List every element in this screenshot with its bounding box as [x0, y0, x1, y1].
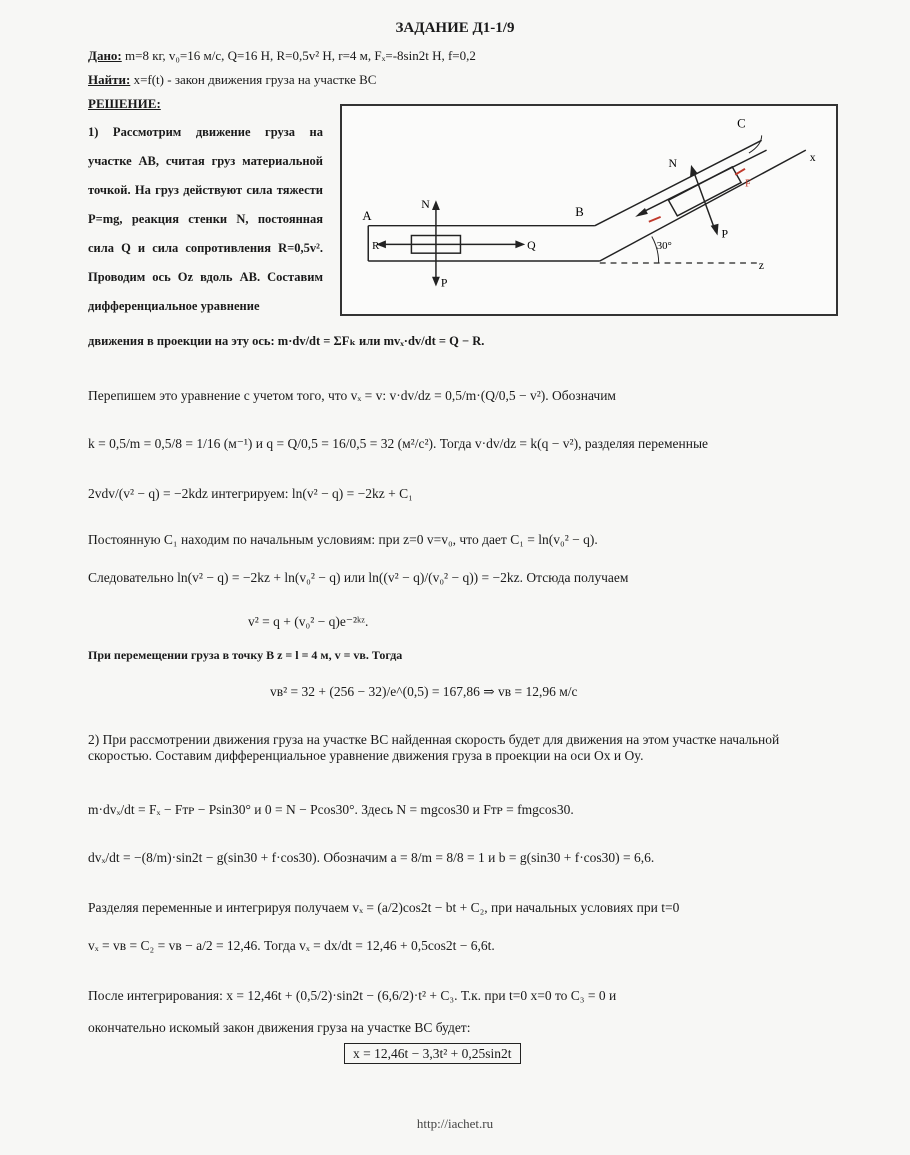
label-angle: 30° — [656, 240, 672, 253]
arrow-n-ab — [432, 200, 440, 210]
paragraph-5: Постоянную C₁ находим по начальным условиям: при z=0 v=v₀, что дает C₁ = ln(v₀² − q). — [88, 532, 598, 547]
final-answer-box — [344, 1046, 521, 1062]
arrow-q-ab — [515, 240, 525, 248]
final-answer: x = 12,46t − 3,3t² + 0,25sin2t — [344, 1043, 521, 1064]
label-r: R — [372, 240, 380, 253]
figure-svg — [342, 106, 836, 314]
paragraph-15: После интегрирования: x = 12,46t + (0,5/2)·sin2t − (6,6/2)·t² + C₃. Т.к. при t=0 x=0 то C₃ = 0 и — [88, 988, 617, 1003]
solution-heading: РЕШЕНИЕ: — [88, 96, 161, 111]
label-p-ab: P — [440, 276, 448, 290]
label-n-ab: N — [421, 198, 430, 212]
find-line — [88, 72, 376, 88]
paragraph-8: При перемещении груза в точку B z = l = 4 м, v = vʙ. Тогда — [88, 648, 403, 662]
label-c: C — [737, 116, 746, 131]
label-p-bc: P — [721, 227, 728, 241]
paragraph-16: окончательно искомый закон движения груза на участке ВС будет: — [88, 1020, 471, 1035]
mechanics-figure — [340, 104, 838, 316]
paragraph-1: движения в проекции на эту ось: m·dv/dt = ΣFₖ или mvₓ·dv/dt = Q − R. — [88, 334, 485, 348]
given-label: Дано: — [88, 48, 122, 63]
red-mark-1 — [649, 217, 661, 222]
label-a: A — [362, 208, 372, 223]
paragraph-2: Перепишем это уравнение с учетом того, что vₓ = v: v·dv/dz = 0,5/m·(Q/0,5 − v²). Обозначим — [88, 388, 616, 403]
find-label: Найти: — [88, 72, 131, 87]
given-text: m=8 кг, v₀=16 м/с, Q=16 Н, R=0,5v² Н, r=4 м, Fₓ=-8sin2t Н, f=0,2 — [125, 48, 476, 63]
paragraph-14: vₓ = vʙ = C₂ = vʙ − a/2 = 12,46. Тогда vₓ = dx/dt = 12,46 + 0,5cos2t − 6,6t. — [88, 938, 495, 953]
arrow-p-ab — [432, 277, 440, 287]
label-b: B — [575, 204, 584, 219]
label-z: z — [758, 258, 764, 272]
given-line — [88, 48, 476, 64]
red-mark-2 — [735, 169, 745, 175]
paragraph-3: k = 0,5/m = 0,5/8 = 1/16 (м⁻¹) и q = Q/0,5 = 16/0,5 = 32 (м²/с²). Тогда v·dv/dz = k(q − v²), разделяя переменные — [88, 436, 709, 451]
paragraph-7: v² = q + (v₀² − q)e⁻²ᵏᶻ. — [248, 614, 369, 629]
paragraph-10: 2) При рассмотрении движения груза на участке ВС найденная скорость будет для движения на этом участке начальной скоростью. Составим дифференциальное уравнение движения груза в проекции на оси Ox и Oy. — [88, 732, 780, 764]
label-q: Q — [527, 239, 536, 253]
paragraph-9: vʙ² = 32 + (256 − 32)/e^(0,5) = 167,86 ⇒ vʙ = 12,96 м/с — [270, 684, 578, 699]
paragraph-6: Следовательно ln(v² − q) = −2kz + ln(v₀² − q) или ln((v² − q)/(v₀² − q)) = −2kz. Отсюда получаем — [88, 570, 629, 585]
paragraph-12: dvₓ/dt = −(8/m)·sin2t − g(sin30 + f·cos30). Обозначим a = 8/m = 8/8 = 1 и b = g(sin30 + f·cos30) = 6,6. — [88, 850, 655, 865]
rail-top-bc — [595, 140, 762, 225]
paragraph-4: 2vdv/(v² − q) = −2kdz интегрируем: ln(v² − q) = −2kz + C₁ — [88, 486, 413, 501]
rail-bottom-bc — [600, 150, 806, 261]
paragraph-11: m·dvₓ/dt = Fₓ − Fᴛᴘ − Psin30° и 0 = N − Pcos30°. Здесь N = mgcos30 и Fᴛᴘ = fmgcos30. — [88, 802, 574, 817]
step1-text: 1) Рассмотрим движение груза на участке АВ, считая груз материальной точкой. На груз действуют сила тяжести P=mg, реакция стенки N, постоянная сила Q и сила сопротивления R=0,5v². Проводим ось Oz вдоль АВ. Составим дифференциальное уравнение — [88, 125, 323, 313]
arrow-n-bc — [690, 165, 698, 177]
paragraph-13: Разделяя переменные и интегрируя получаем vₓ = (a/2)cos2t − bt + C₂, при начальных условиях при t=0 — [88, 900, 680, 915]
label-n-bc: N — [668, 156, 677, 170]
arrow-ftp-bc — [635, 208, 648, 217]
label-x: x — [809, 150, 816, 164]
arrow-p-bc — [711, 224, 719, 236]
label-fx: F — [745, 177, 751, 190]
footer-url: http://iachet.ru — [416, 1116, 494, 1131]
find-text: x=f(t) - закон движения груза на участке ВС — [133, 72, 377, 87]
page-title: ЗАДАНИЕ Д1-1/9 — [395, 20, 515, 36]
